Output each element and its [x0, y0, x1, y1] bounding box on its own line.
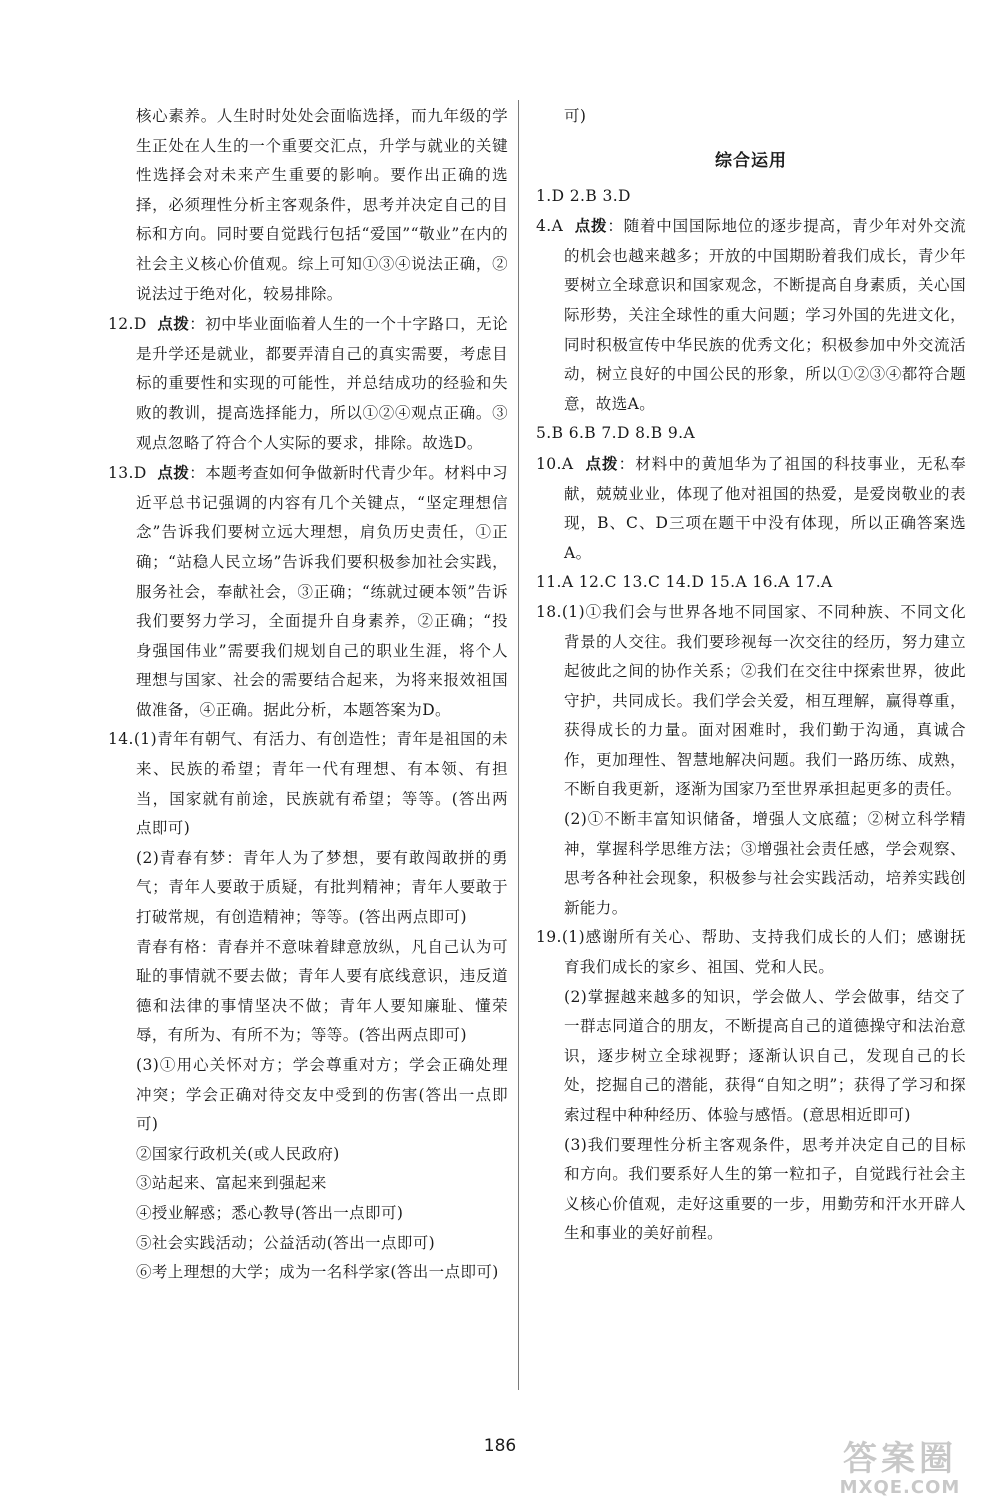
answer-12 — [108, 309, 508, 458]
answer-number: 14. — [108, 730, 134, 749]
answer-text: (1)①我们会与世界各地不同国家、不同种族、不同文化背景的人交往。我们要珍视每一次交往的经历，努力建立起彼此之间的协作关系；②我们在交往中探索世界，彼此守护，共同成长。我们学会关爱，相互理解，赢得尊重，获得成长的力量。面对困难时，我们勤于沟通，真诚合作，更加理性、智慧地解决问题。我们一路历练、成熟，不断自我更新，逐渐为国家乃至世界承担起更多的责任。 — [561, 602, 966, 799]
answer-4 — [536, 211, 966, 419]
answer-19-part-2: (2)掌握越来越多的知识，学会做人、学会做事，结交了一群志同道合的朋友，不断提高自己的道德操守和法治意识，逐步树立全球视野；逐渐认识自己，发现自己的长处，挖掘自己的潜能，获得“自知之明”；获得了学习和探索过程中种种经历、体验与感悟。(意思相近即可) — [564, 987, 966, 1124]
answer-14-part-3-5: ⑤社会实践活动；公益活动(答出一点即可) — [136, 1233, 436, 1252]
answer-text: (1)感谢所有关心、帮助、支持我们成长的人们；感谢抚育我们成长的家乡、祖国、党和人民。 — [561, 928, 966, 977]
answer-19 — [536, 923, 966, 982]
answer-number: 18. — [536, 602, 562, 621]
watermark-logo — [820, 1440, 980, 1500]
answer-14-part-3-2: ②国家行政机关(或人民政府) — [136, 1144, 340, 1163]
hint-keyword: 点拨 — [157, 314, 190, 334]
answer-14-part-2b: 青春有格：青春并不意味着肆意放纵，凡自己认为可耻的事情就不要去做；青年人要有底线意识，违反道德和法律的事情坚决不做；青年人要知廉耻、懂荣辱，有所为、有所不为；等等。(答出两点即可) — [136, 937, 508, 1045]
answer-text: (1)青年有朝气、有活力、有创造性；青年是祖国的未来、民族的希望；青年一代有理想、有本领、有担当，国家就有前途，民族就有希望；等等。(答出两点即可) — [133, 730, 508, 838]
answer-text: ：材料中的黄旭华为了祖国的科技事业，无私奉献，兢兢业业，体现了他对祖国的热爱，是爱岗敬业的表现，B、C、D三项在题干中没有体现，所以正确答案选A。 — [564, 454, 967, 562]
answers-5-9: 5.B 6.B 7.D 8.B 9.A — [536, 424, 696, 443]
answer-continued-right: 可) — [564, 107, 587, 125]
answer-text: ：初中毕业面临着人生的一个十字路口，无论是升学还是就业，都要弄清自己的真实需要，考虑目标的重要性和实现的可能性，并总结成功的经验和失败的教训，提高选择能力，所以①②④观点正确。③观点忽略了符合个人实际的要求，排除。故选D。 — [136, 315, 508, 452]
answer-10 — [536, 449, 966, 568]
page-number: 186 — [483, 1436, 517, 1456]
hint-keyword: 点拨 — [157, 463, 190, 483]
answer-number: 12.D — [108, 315, 147, 334]
answer-number: 4.A — [536, 217, 564, 236]
answers-1-3: 1.D 2.B 3.D — [536, 186, 631, 205]
answer-14-part-3-1: (3)①用心关怀对方；学会尊重对方；学会正确处理冲突；学会正确对待交友中受到的伤害(答出一点即可) — [136, 1056, 508, 1134]
answer-18-part-2: (2)①不断丰富知识储备，增强人文底蕴；②树立科学精神，掌握科学思维方法；③增强社会责任感，学会观察、思考各种社会现象，积极参与社会实践活动，培养实践创新能力。 — [564, 810, 966, 917]
answer-18 — [536, 598, 966, 805]
answer-text: ：本题考查如何争做新时代青少年。材料中习近平总书记强调的内容有几个关键点，“坚定理想信念”告诉我们要树立远大理想，肩负历史责任，①正确；“站稳人民立场”告诉我们要积极参加社会实践，服务社会，奉献社会，③正确；“练就过硬本领”告诉我们要努力学习，全面提升自身素养，②正确；“投身强国伟业”需要我们规划自己的职业生涯，将个人理想与国家、社会的需要结合起来，为将来报效祖国做准备，④正确。据此分析，本题答案为D。 — [136, 464, 508, 719]
answer-number: 19. — [536, 928, 562, 947]
answer-14-part-3-3: ③站起来、富起来到强起来 — [136, 1174, 327, 1193]
hint-keyword: 点拨 — [574, 216, 608, 236]
answer-14-part-2: (2)青春有梦：青年人为了梦想，要有敢闯敢拼的勇气；青年人要敢于质疑，有批判精神；青年人要敢于打破常规，有创造精神；等等。(答出两点即可) — [136, 848, 508, 927]
hint-keyword: 点拨 — [585, 453, 619, 473]
answer-number: 10.A — [536, 454, 574, 473]
section-title: 综合运用 — [715, 150, 787, 171]
left-column — [108, 102, 508, 1288]
right-column — [536, 102, 966, 1249]
answer-14-part-3-6: ⑥考上理想的大学；成为一名科学家(答出一点即可) — [136, 1263, 499, 1282]
answer-text: ：随着中国国际地位的逐步提高，青少年对外交流的机会也越来越多；开放的中国期盼着我们成长，青少年要树立全球意识和国家观念，不断提高自身素质，关心国际形势，关注全球性的重大问题；学习外国的先进文化，同时积极宣传中华民族的优秀文化；积极参加中外交流活动，树立良好的中国公民的形象，所以①②③④都符合题意，故选A。 — [564, 217, 966, 413]
watermark-text: 答案圈 — [843, 1439, 957, 1479]
answer-19-part-3: (3)我们要理性分析主客观条件，思考并决定自己的目标和方向。我们要系好人生的第一粒扣子，自觉践行社会主义核心价值观，走好这重要的一步，用勤劳和汗水开辟人生和事业的美好前程。 — [564, 1135, 966, 1243]
answer-14 — [108, 725, 508, 843]
answer-14-part-3-4: ④授业解惑；悉心教导(答出一点即可) — [136, 1203, 404, 1222]
watermark-url: MXQE.COM — [839, 1477, 961, 1498]
answer-continued: 核心素养。人生时时处处会面临选择，而九年级的学生正处在人生的一个重要交汇点，升学与就业的关键性选择会对未来产生重要的影响。要作出正确的选择，必须理性分析主客观条件，思考并决定自己的目标和方向。同时要自觉践行包括“爱国”“敬业”在内的社会主义核心价值观。综上可知①③④说法正确，②说法过于绝对化，较易排除。 — [136, 107, 508, 303]
answers-11-17: 11.A 12.C 13.C 14.D 15.A 16.A 17.A — [536, 573, 833, 592]
column-divider — [518, 100, 519, 1390]
answer-13 — [108, 458, 508, 725]
answer-number: 13.D — [108, 464, 147, 483]
